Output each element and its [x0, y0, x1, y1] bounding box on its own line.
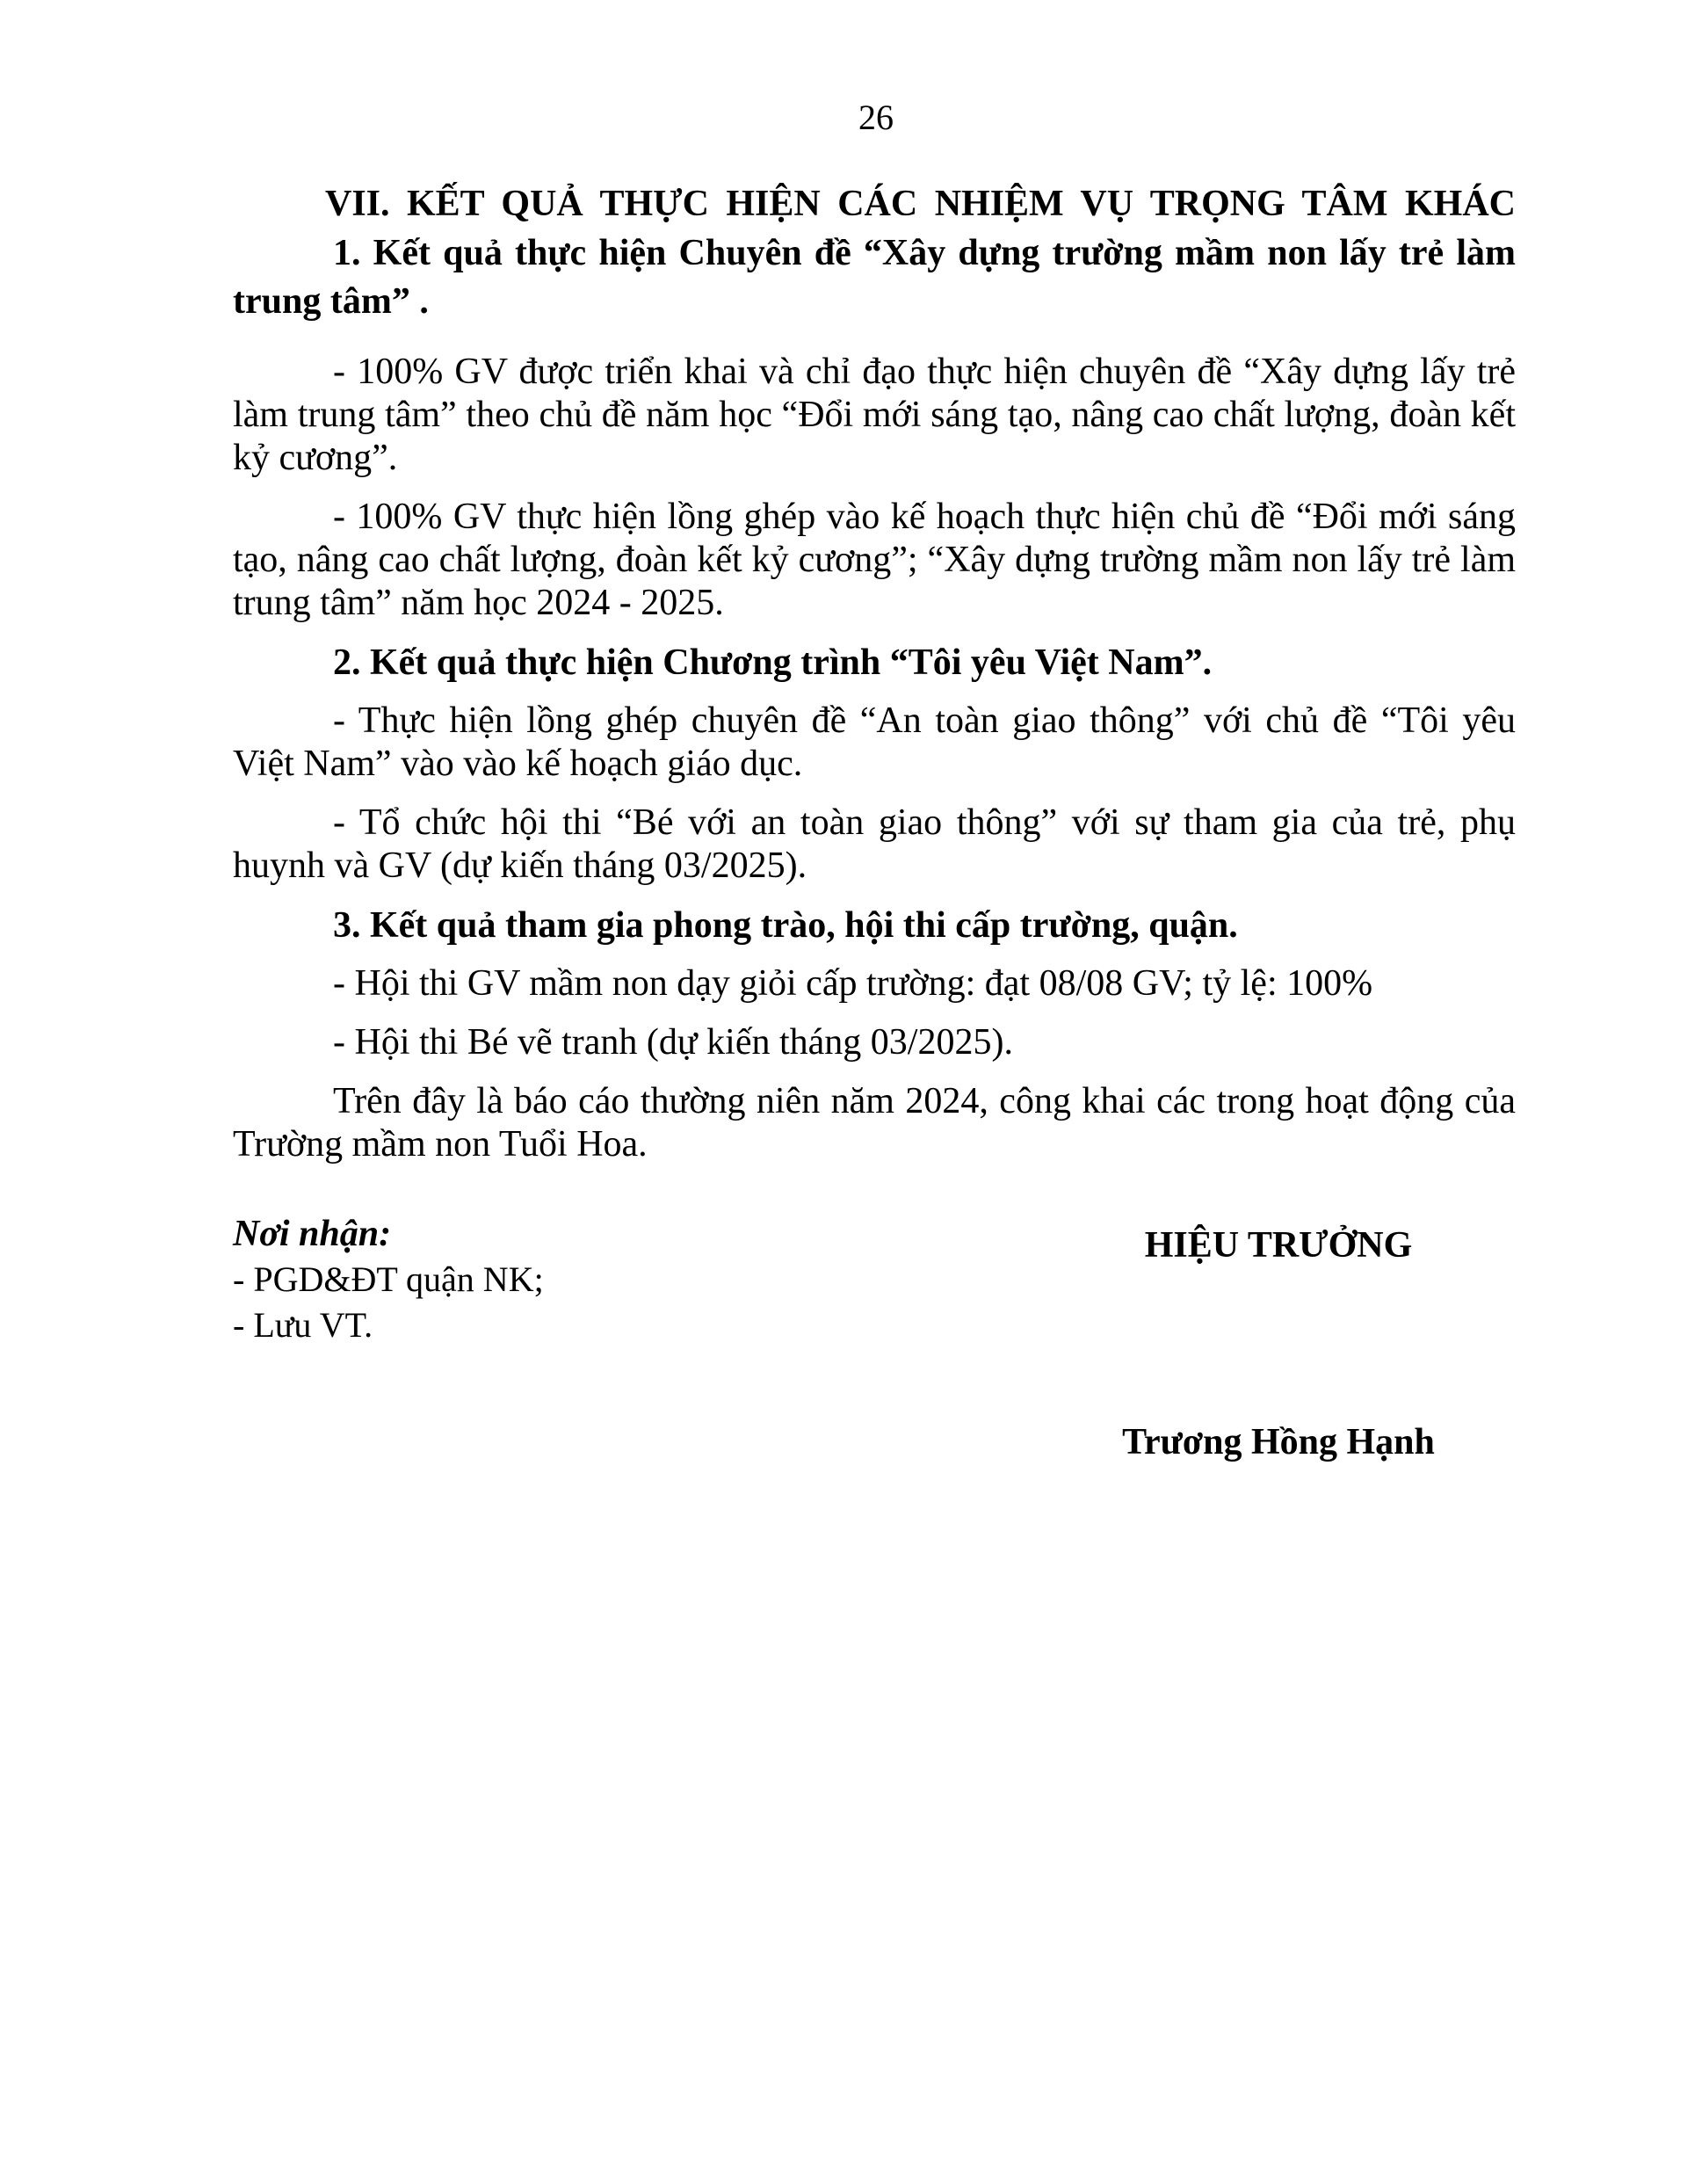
signer-name: Trương Hồng Hạnh: [1122, 1422, 1435, 1462]
section-2-paragraph-2: - Tổ chức hội thi “Bé với an toàn giao thông” với sự tham gia của trẻ, phụ huynh và GV (dự kiến tháng 03/2025).: [233, 802, 1516, 886]
page-number: 26: [858, 98, 894, 137]
main-heading: VII. KẾT QUẢ THỰC HIỆN CÁC NHIỆM VỤ TRỌNG TÂM KHÁC: [325, 184, 1516, 224]
recipient-item: - PGD&ĐT quận NK;: [233, 1259, 544, 1299]
section-3-paragraph-2: - Hội thi Bé vẽ tranh (dự kiến tháng 03/2025).: [333, 1022, 1013, 1063]
recipients-block: [233, 1211, 544, 1348]
section-3-heading: 3. Kết quả tham gia phong trào, hội thi cấp trường, quận.: [333, 905, 1238, 946]
signature-block: [233, 1211, 1516, 1563]
recipient-item: - Lưu VT.: [233, 1305, 373, 1345]
section-2-paragraph-1: - Thực hiện lồng ghép chuyên đề “An toàn giao thông” với chủ đề “Tôi yêu Việt Nam” vào vào kế hoạch giáo dục.: [233, 700, 1516, 784]
signer-title: HIỆU TRƯỞNG: [1144, 1225, 1413, 1266]
closing-paragraph: Trên đây là báo cáo thường niên năm 2024, công khai các trong hoạt động của Trường mầm non Tuổi Hoa.: [233, 1081, 1516, 1165]
section-3-paragraph-1: - Hội thi GV mầm non dạy giỏi cấp trường: đạt 08/08 GV; tỷ lệ: 100%: [333, 963, 1373, 1004]
section-1-heading: 1. Kết quả thực hiện Chuyên đề “Xây dựng trường mầm non lấy trẻ làm trung tâm” .: [233, 233, 1516, 322]
section-1-paragraph-2: - 100% GV thực hiện lồng ghép vào kế hoạch thực hiện chủ đề “Đổi mới sáng tạo, nâng cao chất lượng, đoàn kết kỷ cương”; “Xây dựng trường mầm non lấy trẻ làm trung tâm” năm học 2024 - 2025.: [233, 497, 1516, 623]
section-1-paragraph-1: - 100% GV được triển khai và chỉ đạo thực hiện chuyên đề “Xây dựng lấy trẻ làm trung tâm” theo chủ đề năm học “Đổi mới sáng tạo, nâng cao chất lượng, đoàn kết kỷ cương”.: [233, 352, 1516, 478]
document-body: [233, 180, 1516, 1166]
section-2-heading: 2. Kết quả thực hiện Chương trình “Tôi yêu Việt Nam”.: [333, 642, 1213, 683]
recipients-label: Nơi nhận:: [233, 1214, 392, 1254]
